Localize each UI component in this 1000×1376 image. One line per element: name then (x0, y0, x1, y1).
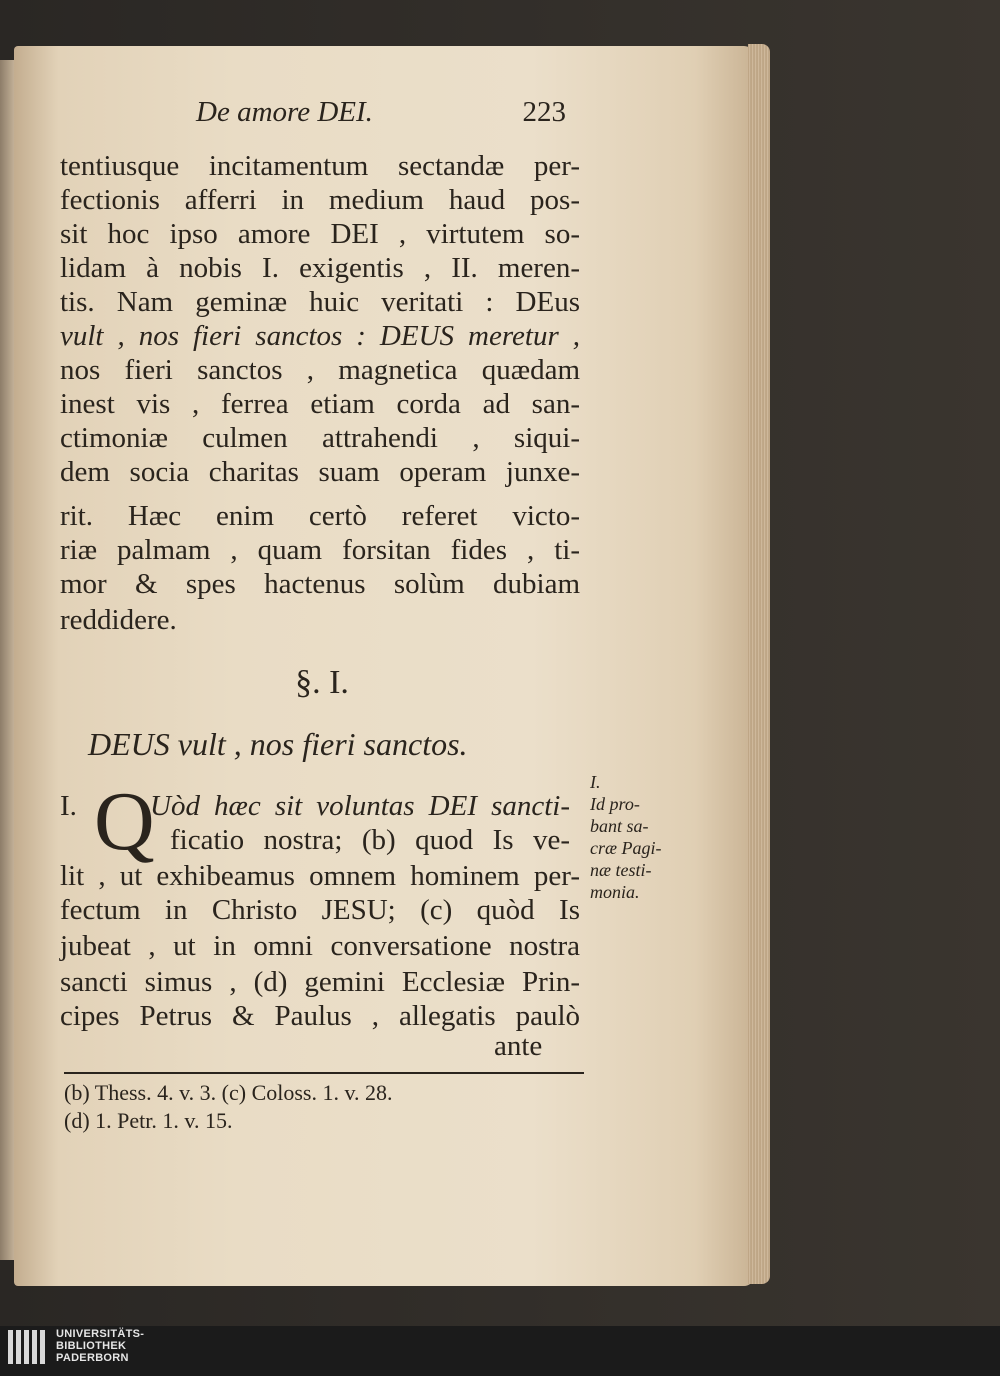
logo-line: PADERBORN (56, 1352, 129, 1364)
page-block-edges (748, 44, 770, 1284)
logo-line: UNIVERSITÄTS- (56, 1328, 145, 1340)
paragraph-line: fectum in Christo JESU; (c) quòd Is (60, 894, 580, 926)
body-line: inest vis , ferrea etiam corda ad san- (60, 388, 580, 420)
running-header (196, 96, 576, 136)
footnote-line: (d) 1. Petr. 1. v. 15. (64, 1108, 233, 1133)
paragraph-line: lit , ut exhibeamus omnem hominem per- (60, 860, 580, 892)
section-mark: §. I. (295, 664, 349, 701)
body-line: dem socia charitas suam operam junxe- (60, 456, 580, 488)
body-line: mor & spes hactenus solùm dubiam (60, 568, 580, 600)
footnote-rule (64, 1072, 584, 1074)
body-line: tis. Nam geminæ huic veritati : DEus (60, 286, 580, 318)
catchword: ante (494, 1030, 543, 1062)
paragraph-line: ficatio nostra; (b) quod Is ve- (170, 824, 570, 856)
margin-note-line: Id pro- (590, 794, 640, 814)
margin-note-line: cræ Pagi- (590, 838, 662, 858)
body-line: reddidere. (60, 604, 177, 636)
body-line: ctimoniæ culmen attrahendi , siqui- (60, 422, 580, 454)
body-line: rit. Hæc enim certò referet victo- (60, 500, 580, 532)
body-line: vult , nos fieri sanctos : DEUS meretur , (60, 320, 580, 352)
library-logo-icon (8, 1330, 48, 1364)
body-line: nos fieri sanctos , magnetica quædam (60, 354, 580, 386)
drop-cap: Q (94, 775, 155, 868)
body-line: tentiusque incitamentum sectandæ per- (60, 150, 580, 182)
paragraph-line: Uòd hæc sit voluntas DEI sancti- (150, 790, 570, 822)
section-title: DEUS vult , nos fieri sanctos. (88, 726, 468, 762)
body-line: sit hoc ipso amore DEI , virtutem so- (60, 218, 580, 250)
page-number: 223 (522, 96, 566, 128)
margin-note-line: bant sa- (590, 816, 649, 836)
paragraph-line: sancti simus , (d) gemini Ecclesiæ Prin- (60, 966, 580, 998)
margin-note-line: I. (590, 772, 601, 792)
margin-note-line: monia. (590, 882, 640, 902)
logo-line: BIBLIOTHEK (56, 1340, 127, 1352)
paragraph-number: I. (60, 790, 77, 822)
body-line: lidam à nobis I. exigentis , II. meren- (60, 252, 580, 284)
running-title: De amore DEI. (196, 96, 373, 128)
paragraph-line: cipes Petrus & Paulus , allegatis paulò (60, 1000, 580, 1032)
footnote-line: (b) Thess. 4. v. 3. (c) Coloss. 1. v. 28. (64, 1080, 393, 1105)
paragraph-line: jubeat , ut in omni conversatione nostra (60, 930, 580, 962)
body-line: fectionis afferri in medium haud pos- (60, 184, 580, 216)
archive-footer (0, 1326, 1000, 1376)
body-line: riæ palmam , quam forsitan fides , ti- (60, 534, 580, 566)
margin-note-line: næ testi- (590, 860, 652, 880)
library-logo-text (56, 1328, 144, 1364)
